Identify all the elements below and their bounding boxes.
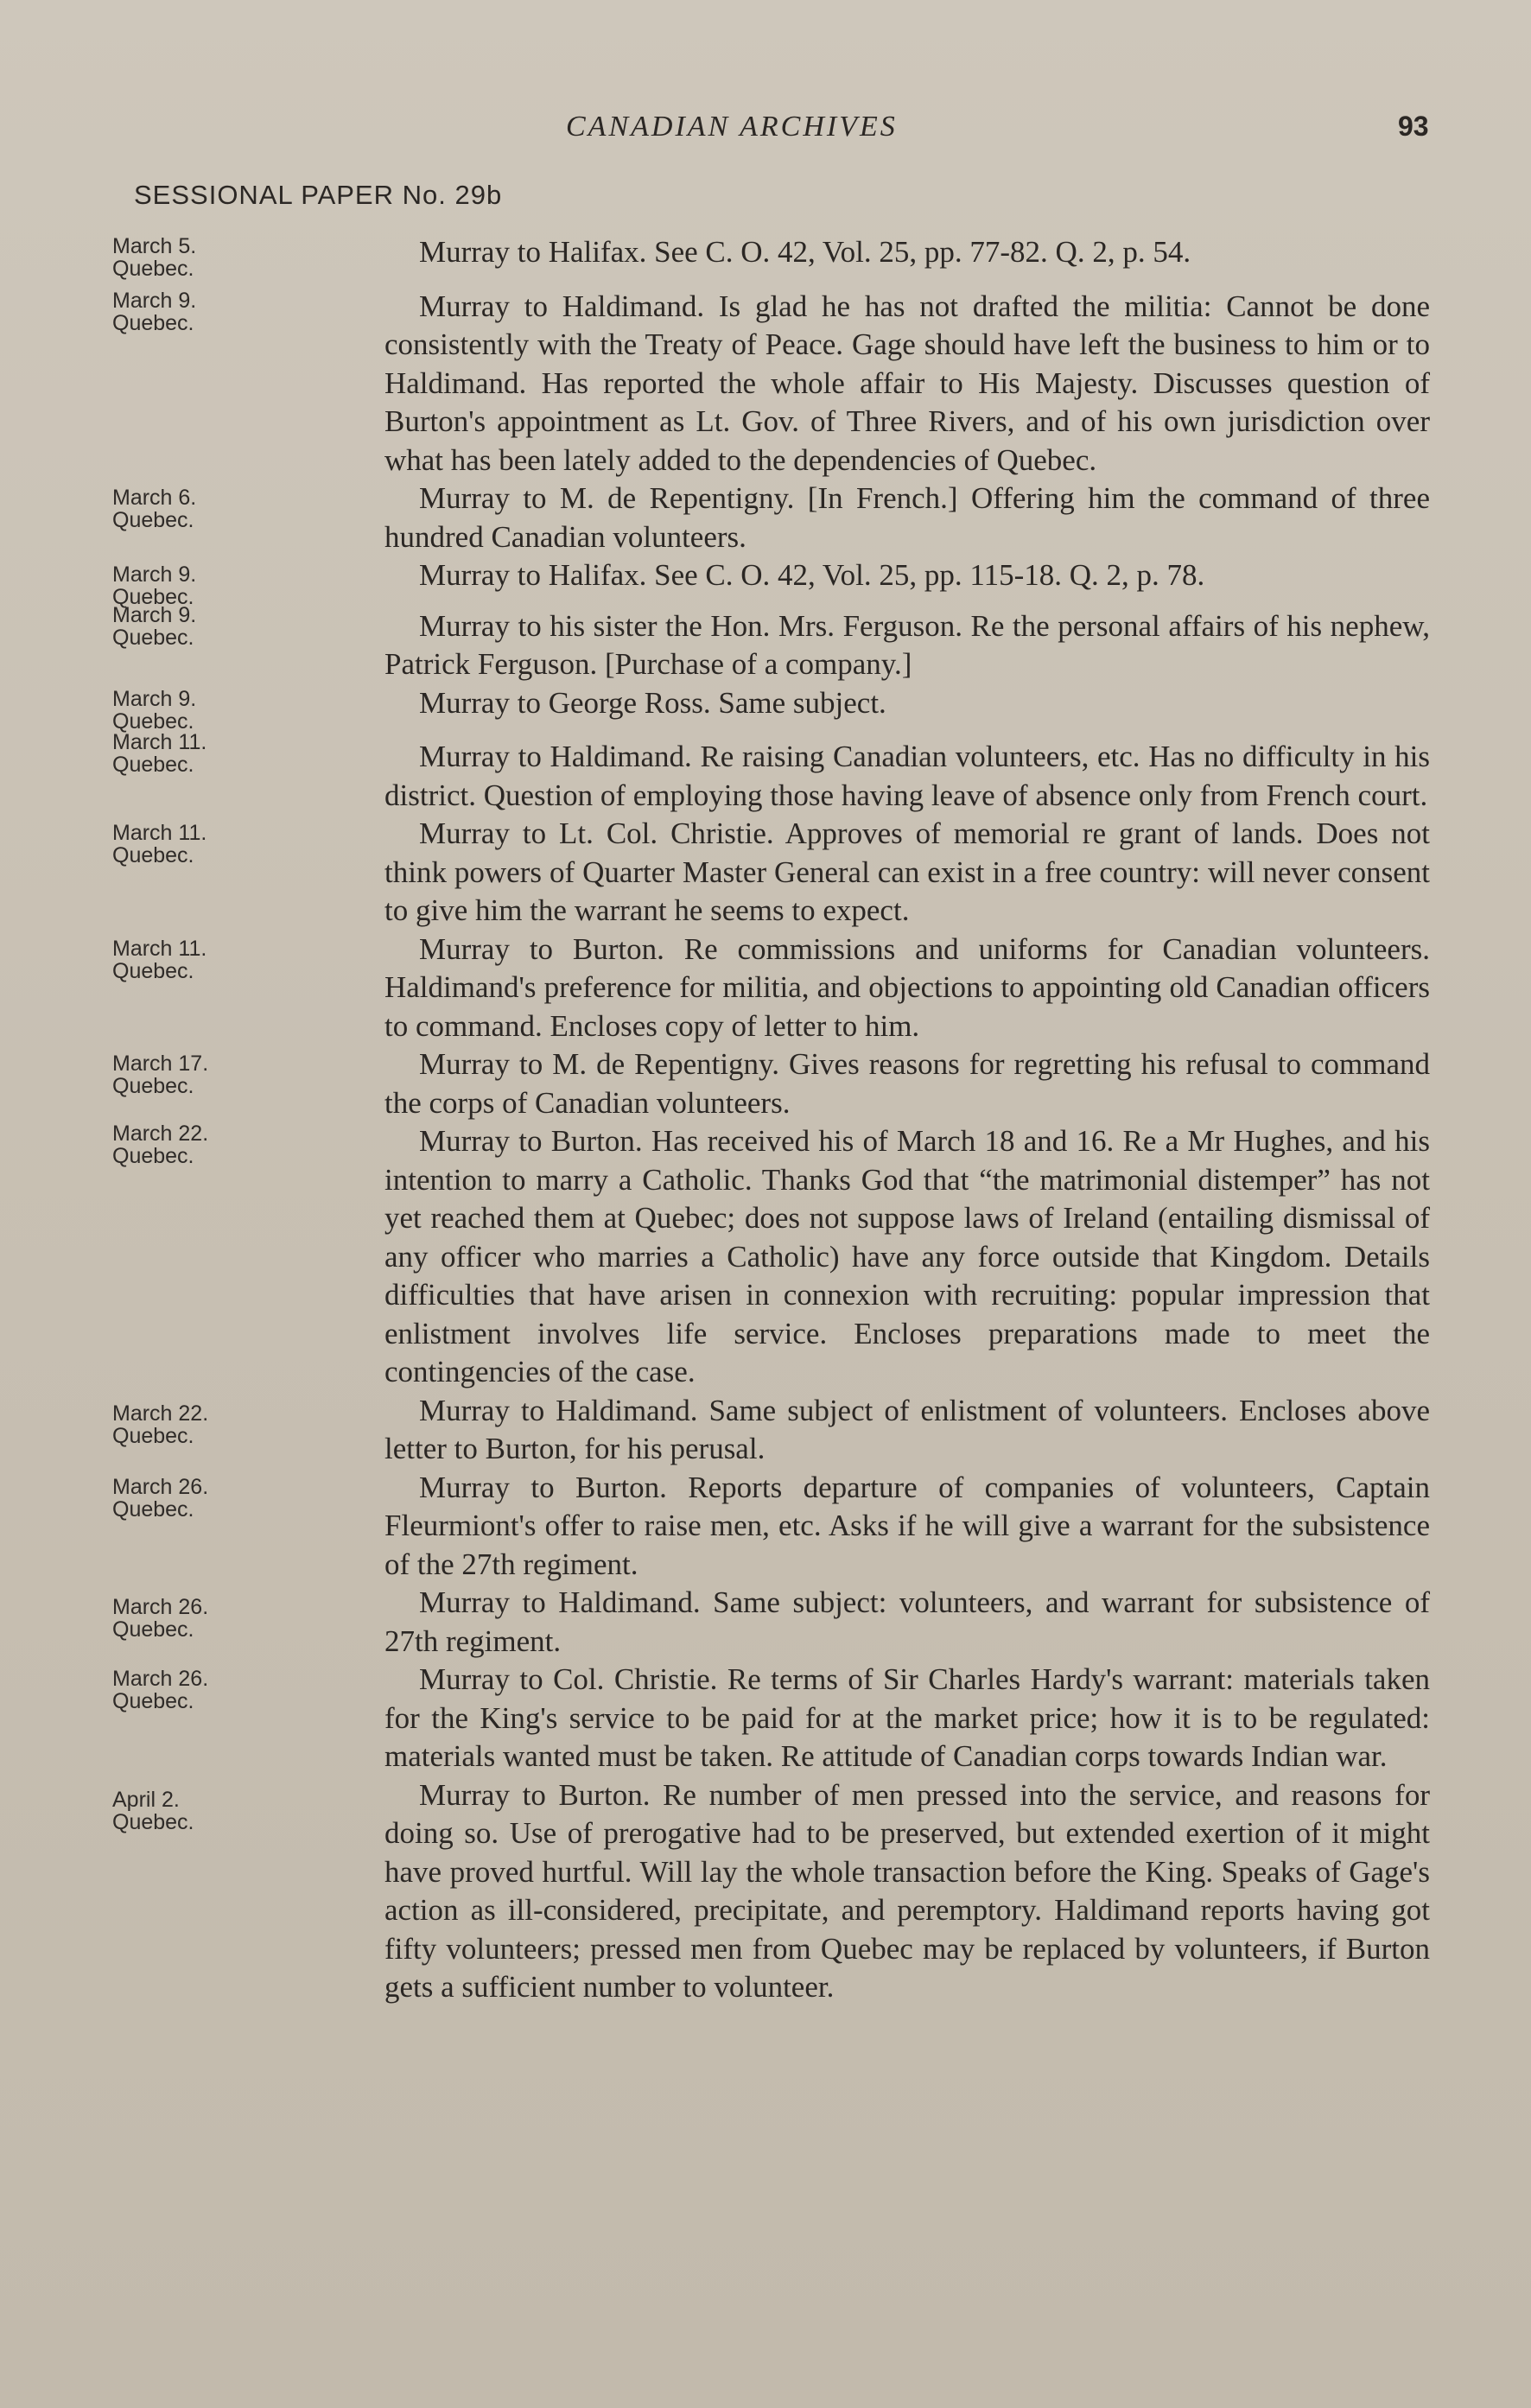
entry-date-day: March 5.: [112, 234, 197, 258]
entry: [0, 815, 1531, 931]
entry-date: [112, 1402, 285, 1447]
entry-date-day: March 11.: [112, 730, 207, 754]
entry: [0, 1661, 1531, 1776]
entry-date-place: Quebec.: [112, 625, 194, 650]
entry-date: [112, 1476, 285, 1521]
entry-date-day: March 9.: [112, 562, 197, 587]
entry-date-day: March 9.: [112, 288, 197, 313]
entry-date-place: Quebec.: [112, 1809, 194, 1834]
entry: [0, 684, 1531, 734]
entry: [0, 1122, 1531, 1392]
page-number: 93: [1398, 111, 1429, 142]
entry: [0, 730, 1531, 815]
entry-date-day: March 26.: [112, 1667, 209, 1691]
entry-date-place: Quebec.: [112, 257, 194, 281]
entry-text: Murray to his sister the Hon. Mrs. Ferguson. Re the personal affairs of his nephew, Patrick Ferguson. [Purchase of a company.]: [384, 608, 1430, 681]
entry: [0, 1392, 1531, 1469]
entry-text: Murray to Halifax. See C. O. 42, Vol. 25, pp. 77-82. Q. 2, p. 54.: [419, 235, 1191, 269]
entry-date: [112, 235, 285, 280]
sessional-paper-label: SESSIONAL PAPER No. 29b: [134, 180, 503, 210]
entry-text: Murray to Burton. Has received his of March 18 and 16. Re a Mr Hughes, and his intention to marry a Catholic. Thanks God that “the matrimonial distemper” has not yet reached them at Quebec; does not suppose laws of Ireland (entailing dismissal of any officer who marries a Catholic) have any force outside that Kingdom. Details difficulties that have arisen in connexion with recruiting: popular impression that enlistment involves life service. Encloses preparations made to meet the contingencies of the case.: [384, 1124, 1430, 1388]
entry: [0, 602, 1531, 684]
entry-date-day: March 26.: [112, 1474, 209, 1499]
entry-text: Murray to George Ross. Same subject.: [419, 685, 886, 720]
entry-date-place: Quebec.: [112, 310, 194, 335]
entry-date: [112, 937, 285, 982]
entry-date: [112, 822, 285, 867]
entry-date-day: March 9.: [112, 686, 197, 711]
calendar-entries: [0, 233, 1531, 2007]
entry-text: Murray to Haldimand. Same subject of enlistment of volunteers. Encloses above letter to Burton, for his perusal.: [384, 1393, 1430, 1465]
entry-date: [112, 1596, 285, 1641]
entry-date: [112, 486, 285, 531]
entry-date-day: March 11.: [112, 821, 207, 845]
entry: [0, 1045, 1531, 1122]
entry-text: Murray to Lt. Col. Christie. Approves of memorial re grant of lands. Does not think powers of Quarter Master General can exist in a free country: will never consent to give him the warrant he seems to expect.: [384, 816, 1430, 927]
entry-date-place: Quebec.: [112, 1423, 194, 1448]
entry-date-place: Quebec.: [112, 843, 194, 867]
entry-date-day: March 26.: [112, 1595, 209, 1619]
entry-text: Murray to Haldimand. Re raising Canadian volunteers, etc. Has no difficulty in his district. Question of employing those having leave of absence only from French court.: [384, 740, 1430, 812]
entry: [0, 288, 1531, 480]
entry: [0, 1584, 1531, 1661]
entry-date: [112, 1122, 285, 1167]
entry-date: [112, 1052, 285, 1097]
entry-text: Murray to Haldimand. Is glad he has not drafted the militia: Cannot be done consistently with the Treaty of Peace. Gage should have left the business to him or to Haldimand. Has reported the whole affair to His Majesty. Discusses question of Burton's appointment as Lt. Gov. of Three Rivers, and of his own jurisdiction over what has been lately added to the dependencies of Quebec.: [384, 289, 1430, 477]
entry-text: Murray to M. de Repentigny. [In French.] Offering him the command of three hundred Canadian volunteers.: [384, 481, 1430, 554]
entry-date-place: Quebec.: [112, 1617, 194, 1642]
entry-date-place: Quebec.: [112, 753, 194, 777]
entry-date-day: March 22.: [112, 1401, 209, 1426]
entry-date: [112, 688, 285, 733]
entry: [0, 1776, 1531, 2007]
entry-date-place: Quebec.: [112, 1074, 194, 1098]
entry: [0, 1469, 1531, 1585]
entry-date-place: Quebec.: [112, 1689, 194, 1713]
entry-date-place: Quebec.: [112, 958, 194, 983]
entry-date: [112, 604, 285, 649]
entry-date-place: Quebec.: [112, 708, 194, 734]
entry-date-day: March 17.: [112, 1052, 209, 1076]
entry-date: [112, 563, 285, 608]
entry-text: Murray to Col. Christie. Re terms of Sir Charles Hardy's warrant: materials taken for the King's service to be paid for at the market price; how it is to be regulated: materials wanted must be taken. Re attitude of Canadian corps towards Indian war.: [384, 1662, 1430, 1773]
entry: [0, 931, 1531, 1046]
entry-date-place: Quebec.: [112, 508, 194, 532]
entry-text: Murray to Burton. Reports departure of companies of volunteers, Captain Fleurmiont's offer to raise men, etc. Asks if he will give a warrant for the subsistence of the 27th regiment.: [384, 1470, 1430, 1581]
entry-text: Murray to M. de Repentigny. Gives reasons for regretting his refusal to command the corps of Canadian volunteers.: [384, 1047, 1430, 1120]
entry-date-place: Quebec.: [112, 1496, 194, 1522]
entry-date: [112, 1789, 285, 1833]
running-title: CANADIAN ARCHIVES: [566, 111, 898, 143]
entry-date: [112, 289, 285, 334]
entry-text: Murray to Haldimand. Same subject: volunteers, and warrant for subsistence of 27th regiment.: [384, 1585, 1430, 1658]
entry-text: Murray to Burton. Re commissions and uniforms for Canadian volunteers. Haldimand's preference for militia, and objections to appointing old Canadian officers to command. Encloses copy of letter to him.: [384, 931, 1430, 1043]
entry-date-place: Quebec.: [112, 585, 194, 609]
entry-date: [112, 1668, 285, 1712]
entry-date-place: Quebec.: [112, 1144, 194, 1168]
entry-text: Murray to Halifax. See C. O. 42, Vol. 25, pp. 115-18. Q. 2, p. 78.: [419, 558, 1205, 592]
entry-text: Murray to Burton. Re number of men pressed into the service, and reasons for doing so. Use of prerogative had to be preserved, but extended exertion of it might have proved hurtful. Will lay the whole transaction before the King. Speaks of Gage's action as ill-considered, precipitate, and peremptory. Haldimand reports having got fifty volunteers; pressed men from Quebec may be replaced by volunteers, if Burton gets a sufficient number to volunteer.: [384, 1777, 1430, 2004]
entry-date-day: March 9.: [112, 602, 197, 627]
entry-date: [112, 731, 285, 776]
entry-date-day: April 2.: [112, 1787, 180, 1812]
entry-date-day: March 6.: [112, 486, 197, 510]
entry: [0, 233, 1531, 281]
entry-date-day: March 22.: [112, 1121, 209, 1146]
entry: [0, 556, 1531, 609]
entry: [0, 480, 1531, 556]
entry-date-day: March 11.: [112, 936, 207, 961]
